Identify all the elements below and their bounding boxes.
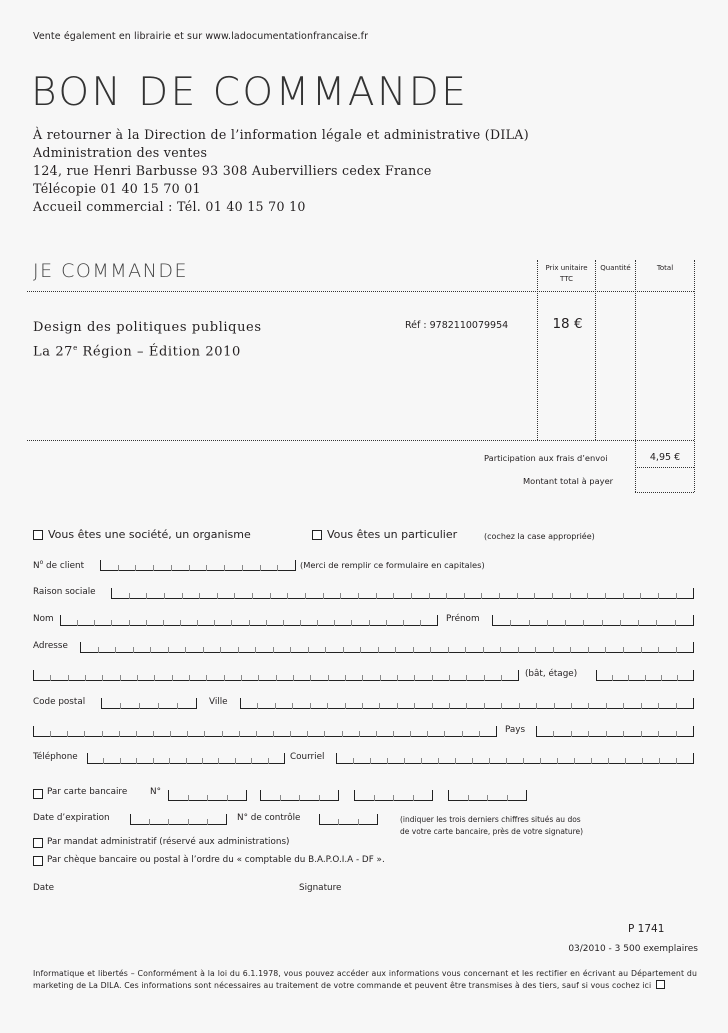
card-payment-label: Par carte bancaire (47, 787, 128, 797)
individual-label: Vous êtes un particulier (327, 528, 458, 541)
quantity-header: Quantité (600, 264, 631, 272)
expiry-field[interactable] (130, 814, 227, 825)
address-line: À retourner à la Direction de l’information légale et administrative (DILA) (33, 127, 529, 142)
country-label: Pays (505, 725, 526, 735)
control-number-label: N° de contrôle (237, 813, 301, 823)
email-field[interactable] (336, 753, 694, 764)
company-label: Vous êtes une société, un organisme (48, 528, 251, 541)
individual-checkbox[interactable] (312, 530, 322, 540)
country-field[interactable] (536, 726, 694, 737)
building-label: (bât, étage) (525, 669, 578, 679)
company-name-field[interactable] (111, 588, 694, 599)
date-label: Date (33, 883, 55, 893)
first-name-label: Prénom (446, 614, 480, 624)
product-title: Design des politiques publiques La 27e Région – Édition 2010 (33, 320, 262, 360)
return-address (33, 126, 529, 216)
column-divider (537, 260, 538, 440)
company-checkbox[interactable] (33, 530, 43, 540)
email-label: Courriel (290, 752, 325, 762)
address-line: Accueil commercial : Tél. 01 40 15 70 10 (33, 199, 306, 214)
address-field-2[interactable] (33, 670, 519, 681)
client-number-field[interactable] (100, 560, 296, 571)
address-field-1[interactable] (80, 642, 694, 653)
address-line: 124, rue Henri Barbusse 93 308 Aubervilliers cedex France (33, 163, 432, 178)
order-section-title: JE COMMANDE (33, 260, 189, 282)
total-header: Total (656, 264, 674, 272)
page-title: BON DE COMMANDE (31, 70, 469, 115)
card-number-label: N° (150, 787, 161, 797)
card-number-group-4[interactable] (448, 790, 527, 801)
form-code: P 1741 (628, 923, 665, 935)
city-field-2[interactable] (33, 726, 497, 737)
client-number-label: $N^o$ de client (33, 559, 85, 571)
expiry-label: Date d’expiration (33, 813, 110, 823)
table-divider (635, 492, 694, 493)
opt-out-checkbox[interactable] (656, 980, 665, 989)
address-line: Télécopie 01 40 15 70 01 (33, 181, 201, 196)
cheque-checkbox[interactable] (33, 856, 43, 866)
card-number-group-1[interactable] (168, 790, 247, 801)
sales-note: Vente également en librairie et sur www.ladocumentationfrancaise.fr (33, 31, 369, 42)
mandate-label: Par mandat administratif (réservé aux administrations) (47, 837, 290, 847)
card-number-group-2[interactable] (260, 790, 339, 801)
building-field[interactable] (596, 670, 694, 681)
unit-price-header: Prix unitaire TTC (545, 264, 588, 283)
shipping-value: 4,95 € (649, 452, 681, 463)
column-divider (595, 260, 596, 440)
table-divider (27, 291, 694, 292)
city-label: Ville (209, 697, 228, 707)
first-name-field[interactable] (492, 615, 694, 626)
company-name-label: Raison sociale (33, 587, 96, 597)
control-note-line-1: (indiquer les trois derniers chiffres situés au dos (400, 815, 581, 824)
control-note-line-2: de votre carte bancaire, près de votre signature) (400, 827, 584, 836)
card-payment-checkbox[interactable] (33, 789, 43, 799)
signature-label: Signature (299, 883, 342, 893)
table-divider (27, 440, 694, 441)
card-number-group-3[interactable] (354, 790, 433, 801)
unit-price: 18 € (552, 316, 583, 332)
postal-code-label: Code postal (33, 697, 86, 707)
control-number-field[interactable] (319, 814, 378, 825)
address-label: Adresse (33, 641, 68, 651)
phone-field[interactable] (87, 753, 285, 764)
capitals-note: (Merci de remplir ce formulaire en capitales) (300, 560, 485, 570)
shipping-label: Participation aux frais d’envoi (484, 453, 608, 463)
last-name-field[interactable] (60, 615, 438, 626)
print-info: 03/2010 - 3 500 exemplaires (568, 944, 698, 954)
grand-total-label: Montant total à payer (523, 476, 614, 486)
legal-notice: Informatique et libertés – Conformément à la loi du 6.1.1978, vous pouvez accéder aux informations vous concernant et les rectifier en écrivant au Département du marketing de La DILA. Ces informations sont nécessaires au traitement de votre commande et peuvent être transmises à des tiers, sauf si vous cochez ici (33, 969, 697, 990)
cheque-label: Par chèque bancaire ou postal à l’ordre du « comptable du B.A.P.O.I.A - DF ». (47, 855, 385, 865)
product-reference: Réf : 9782110079954 (405, 320, 509, 331)
address-line: Administration des ventes (33, 145, 208, 160)
phone-label: Téléphone (33, 752, 78, 762)
city-field[interactable] (240, 698, 694, 709)
postal-code-field[interactable] (101, 698, 197, 709)
mandate-checkbox[interactable] (33, 838, 43, 848)
check-note: (cochez la case appropriée) (484, 532, 595, 541)
column-divider (694, 260, 695, 492)
grand-total-field[interactable] (636, 468, 694, 492)
last-name-label: Nom (33, 614, 54, 624)
